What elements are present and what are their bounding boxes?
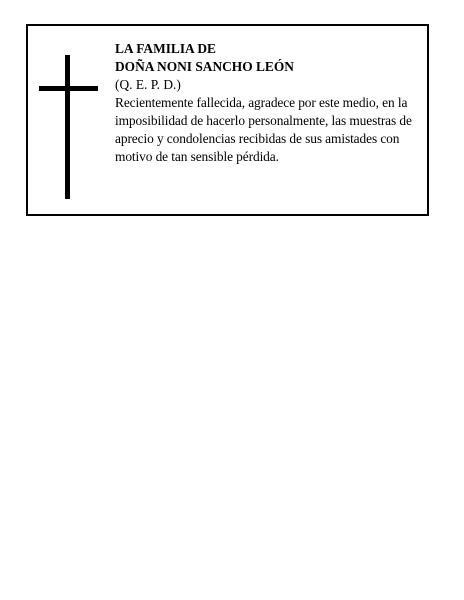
heading-family: LA FAMILIA DE [115, 41, 216, 56]
obituary-notice [26, 24, 429, 216]
cross-horizontal-bar [39, 86, 98, 91]
cross-vertical-bar [65, 55, 70, 199]
notice-text [115, 40, 423, 166]
cross-icon [39, 55, 98, 199]
qepd-line: (Q. E. P. D.) [115, 77, 181, 92]
heading-deceased-name: DOÑA NONI SANCHO LEÓN [115, 59, 294, 74]
notice-message: Recientemente fallecida, agradece por este medio, en la imposibilidad de hacerlo personalmente, las muestras de aprecio y condolencias recibidas de sus amistades con motivo de tan sensible pérdida. [115, 95, 412, 164]
